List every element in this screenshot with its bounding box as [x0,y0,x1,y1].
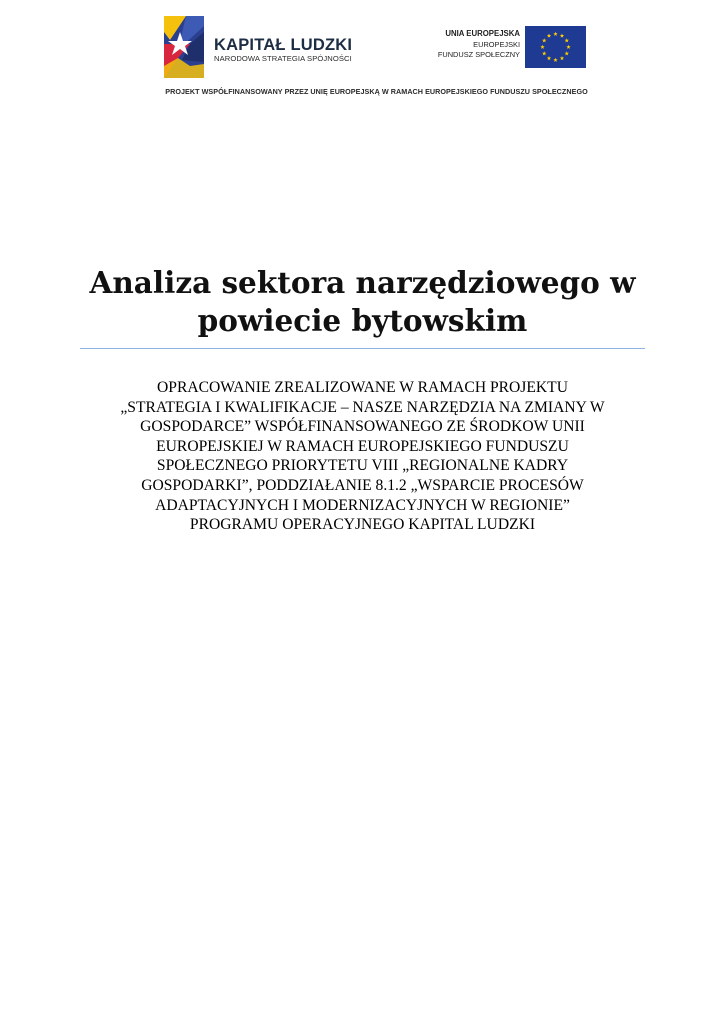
subtitle-line: GOSPODARCE” WSPÓŁFINANSOWANEGO ZE ŚRODKOW UNII [140,418,585,436]
kapital-ludzki-title: KAPITAŁ LUDZKI [214,36,353,54]
eu-flag-icon [525,26,586,68]
document-title-line-2: powiecie bytowskim [197,303,528,338]
title-divider [80,348,645,349]
subtitle-line: SPOŁECZNEGO PRIORYTETU VIII „REGIONALNE KADRY [156,457,569,475]
eu-line-3: FUNDUSZ SPOŁECZNY [437,50,520,59]
subtitle-line: „STRATEGIA I KWALIFIKACJE – NASZE NARZĘDZIA NA ZMIANY W [120,398,605,416]
document-title-line-1: Analiza sektora narzędziowego w [89,265,636,300]
document-subtitle [70,378,655,535]
eu-line-1: UNIA EUROPEJSKA [445,29,520,38]
eu-line-2: EUROPEJSKI [473,39,520,49]
subtitle-line: GOSPODARKI”, PODDZIAŁANIE 8.1.2 „WSPARCIE PROCESÓW [141,476,584,494]
subtitle-line: PROGRAMU OPERACYJNEGO KAPITAL LUDZKI [189,516,536,534]
project-cofinancing-line: PROJEKT WSPÓŁFINANSOWANY PRZEZ UNIĘ EUROPEJSKĄ W RAMACH EUROPEJSKIEGO FUNDUSZU SPOŁECZNEGO [165,87,588,96]
kapital-ludzki-logo-mark [160,14,206,80]
page-header [0,0,725,110]
subtitle-line: OPRACOWANIE ZREALIZOWANE W RAMACH PROJEKTU [157,379,568,396]
kapital-ludzki-logo [160,14,370,80]
subtitle-line: ADAPTACYJNYCH I MODERNIZACYJNYCH W REGIONIE” [155,496,570,514]
eu-fund-text [438,29,520,61]
kapital-ludzki-subtitle: NARODOWA STRATEGIA SPÓJNOŚCI [214,54,352,63]
subtitle-line: EUROPEJSKIEJ W RAMACH EUROPEJSKIEGO FUNDUSZU [156,437,569,455]
eu-fund-logo [425,26,595,72]
document-title [80,264,645,340]
